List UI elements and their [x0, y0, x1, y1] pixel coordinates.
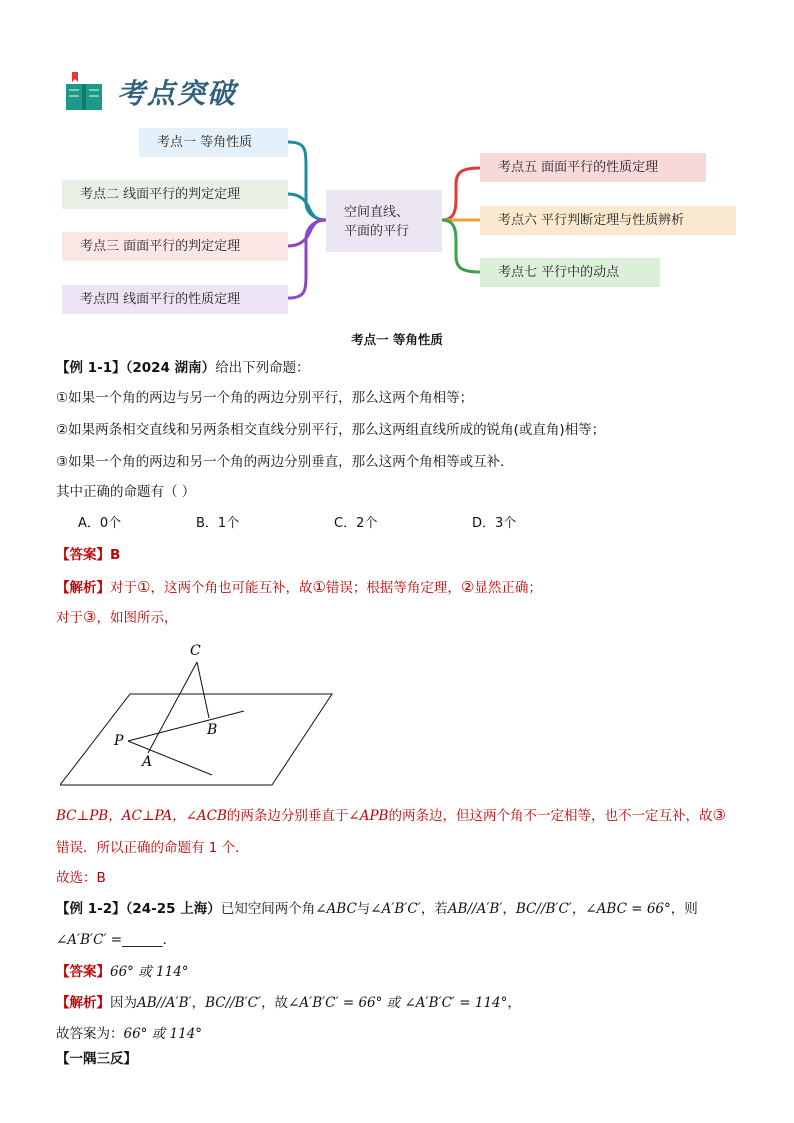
- math-expression: ∠A′B′C′ =: [56, 932, 123, 948]
- segment-CB: [197, 662, 209, 718]
- analysis-text: 个．: [217, 840, 249, 856]
- ex2-analysis-label: 【解析】: [56, 995, 110, 1011]
- mindmap-item-3: 考点三 面面平行的判定定理: [62, 232, 288, 261]
- mindmap-item-2: 考点二 线面平行的判定定理: [62, 180, 288, 209]
- ex2-final: [56, 1022, 202, 1042]
- label-C: C: [190, 643, 201, 659]
- ex1-analysis-line2: [56, 606, 177, 626]
- mindmap-item-1: 考点一 等角性质: [139, 128, 288, 157]
- option-d: D．3个: [472, 516, 517, 531]
- ex1-stem: 给出下列命题：: [215, 360, 310, 376]
- ex1-label: 【例 1-1】: [56, 360, 126, 376]
- circled-2: ②: [460, 578, 475, 596]
- circled-1: ①: [137, 578, 151, 596]
- segment-CA: [148, 662, 197, 753]
- ex1-analysis-line1: [56, 576, 542, 596]
- circled-1: ①: [312, 578, 326, 596]
- analysis-text: ，故: [261, 995, 289, 1011]
- ex1-choose: [56, 866, 106, 886]
- mindmap-center-line1: 空间直线、: [344, 205, 410, 220]
- analysis-text: 错误；根据等角定理，: [325, 580, 461, 596]
- analysis-text: 的两条边分别垂直于: [226, 808, 349, 824]
- geometry-figure: [60, 640, 340, 790]
- math-expression: BC//B′C′: [515, 901, 572, 917]
- ex2-stem-line2: [56, 928, 176, 948]
- ex2-source: （24-25 上海）: [125, 901, 221, 917]
- mindmap-center-line2: 平面的平行: [344, 224, 410, 239]
- choose-value: B: [96, 870, 106, 886]
- answer-blank: ______．: [122, 932, 177, 948]
- section-title: 考点一 等角性质: [351, 332, 443, 347]
- ray-PA: [128, 741, 212, 775]
- analysis-text: 错误．所以正确的命题有: [56, 840, 209, 856]
- ex1-proposition-3: ③如果一个角的两边和另一个角的两边分别垂直，那么这两个角相等或互补．: [56, 454, 514, 470]
- stem-text: ，则: [670, 901, 698, 917]
- count-value: 1: [208, 840, 218, 856]
- mindmap-item-7: 考点七 平行中的动点: [480, 258, 660, 287]
- ex1-conclusion-line2: [56, 836, 249, 856]
- stem-text: ，: [571, 901, 586, 917]
- math-expression: ∠A′B′C′ = 66° 或 ∠A′B′C′ = 114°: [288, 995, 508, 1011]
- math-expression: AB//A′B′: [137, 995, 192, 1011]
- analysis-text: 显然正确；: [474, 580, 542, 596]
- stem-text: ，: [502, 901, 516, 917]
- stem-text: ，若: [420, 901, 448, 917]
- ex1-answer: [56, 543, 120, 563]
- label-A: A: [142, 754, 153, 770]
- ex1-answer-label: 【答案】: [56, 547, 110, 563]
- math-expression: ∠APB: [348, 808, 389, 824]
- ex2-answer-label: 【答案】: [56, 964, 110, 980]
- option-c: C．2个: [334, 516, 378, 531]
- label-P: P: [114, 733, 124, 749]
- analysis-text: 的两条边，但这两个角不一定相等，也不一定互补，故: [388, 808, 713, 824]
- ex1-conclusion-line1: [56, 804, 726, 824]
- choose-label: 故选：: [56, 870, 97, 886]
- mindmap-item-5: 考点五 面面平行的性质定理: [480, 153, 706, 182]
- math-expression: AB//A′B′: [447, 901, 503, 917]
- analysis-text: 对于: [56, 610, 83, 626]
- ex1-answer-value: B: [110, 547, 121, 563]
- plane-parallelogram: [60, 694, 332, 785]
- mindmap-center: [326, 190, 442, 252]
- ex2-answer: [56, 960, 189, 980]
- ex2-label: 【例 1-2】: [56, 901, 126, 917]
- label-B: B: [207, 722, 218, 738]
- analysis-text: ，: [191, 995, 206, 1011]
- ex1-question: 其中正确的命题有（ ）: [56, 484, 196, 500]
- circled-3: ③: [83, 608, 97, 626]
- option-a: A．0个: [78, 516, 122, 531]
- stem-text: 与: [356, 901, 371, 917]
- math-expression: BC⊥PB，AC⊥PA，∠ACB: [56, 808, 227, 824]
- final-value: 66° 或 114°: [123, 1026, 203, 1042]
- next-section-label: 【一隅三反】: [56, 1051, 137, 1067]
- math-expression: ∠ABC = 66°: [585, 901, 671, 917]
- ex1-proposition-1: ①如果一个角的两边与另一个角的两边分别平行，那么这两个角相等；: [56, 390, 474, 406]
- option-b: B．1个: [196, 516, 240, 531]
- math-expression: BC//B′C′: [205, 995, 262, 1011]
- ex2-analysis: [56, 991, 521, 1011]
- page-title: 考点突破: [117, 77, 238, 110]
- analysis-text: ，: [507, 995, 521, 1011]
- analysis-text: 对于: [110, 580, 137, 596]
- mindmap-item-6: 考点六 平行判断定理与性质辨析: [480, 206, 736, 235]
- ex1-proposition-2: ②如果两条相交直线和另两条相交直线分别平行，那么这两组直线所成的锐角(或直角)相等；: [56, 422, 606, 438]
- analysis-text: ，如图所示，: [96, 610, 178, 626]
- mindmap-item-4: 考点四 线面平行的性质定理: [62, 285, 288, 314]
- math-expression: ∠ABC: [315, 901, 357, 917]
- final-label: 故答案为：: [56, 1026, 124, 1042]
- stem-text: 已知空间两个角: [220, 901, 316, 917]
- math-expression: ∠A′B′C′: [370, 901, 421, 917]
- analysis-text: 因为: [110, 995, 137, 1011]
- ex1-analysis-label: 【解析】: [56, 580, 110, 596]
- ex1-header: [56, 356, 310, 376]
- analysis-text: ，这两个角也可能互补，故: [150, 580, 313, 596]
- circled-3: ③: [712, 806, 726, 824]
- ex1-source: （2024 湖南）: [125, 360, 216, 376]
- ex2-answer-value: 66° 或 114°: [110, 964, 189, 980]
- ray-PB: [128, 711, 244, 741]
- ex2-header: [56, 897, 698, 917]
